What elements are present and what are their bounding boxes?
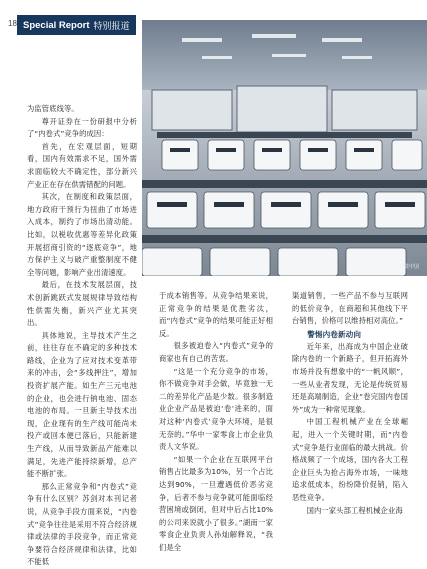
section-title-cn: 特别报道 [93,20,130,31]
paragraph: 尊开证券在一份研报中分析了“内卷式”竞争的成因： [27,116,137,139]
section-title-en: Special Report [23,19,90,31]
paragraph: 首先，在宏观层面，短期看，国内有效需求不足，国外需求面临较大不确定性，部分新兴产业正在存在供需错配的问题。 [27,141,137,189]
factory-photo [142,20,427,276]
article-column-1 [27,103,137,569]
factory-illustration [142,20,427,276]
paragraph: 于成本销售等。从竞争结果来说，正常竞争的结果是优胜劣汰，而“内卷式”竞争的结果可能正好相反。 [159,291,273,338]
article-column-3 [292,290,408,517]
paragraph: 其次，在制度和政策层面，地方政府干预行为扭曲了市场进入成本，制约了市场出清动能。比如，以税收优惠等差异化政策开展招商引资的“逐底竞争”，地方保护主义与破产重整制度不健全等问题，影响产业出清速度。 [27,192,137,277]
article-column-2 [159,290,273,554]
paragraph: 为监管底线等。 [27,104,79,113]
paragraph: 那么正常竞争和“内卷式”竞争有什么区别？苏剑对本刊记者说，从竞争手段方面来说，“内卷式”竞争往往是采用不符合经济规律或法律的手段竞争，而正常竞争要符合经济规律和法律，比如不能低 [27,481,137,567]
paragraph: 近年来，出海成为中国企业破除内卷的一个新路子，但开拓海外市场并没有想象中的“一帆风顺”，一些从业者发现，无论是传统贸易还是高端制造，企业“卷完国内卷国外”成为一种常见现象。 [292,341,408,414]
paragraph: “这是一个充分竞争的市场，你不做竞争对手会做，毕竟独一无二的差异化产品是少数。很多制造业企业产品是被迫‘卷’进来的，面对这种‘内卷式’竞争大环境，是很无奈的。”华中一家零食上市企业负责人文华说。 [159,366,273,452]
photo-credit: 视觉中国 [398,264,419,270]
paragraph: 中国工程机械产业在全球崛起，进入一个关键时期，而“内卷式”竞争是行业面临的最大挑战。价格战频了一个成场，国内各大工程企业巨头为抢占海外市场，一味地追求低成本，纷纷降价促销，陷入恶性竞争。 [292,417,408,502]
section-tag [17,15,136,35]
paragraph: 最后，在技术发展层面，技术创新跳跃式发展规律导致结构性供需失衡，新兴产业尤其突出。 [27,280,137,328]
paragraph: 具体地说，主导技术产生之前，往往存在不确定的多种技术路线，企业为了应对技术变革带来的冲击，会“多线押注”，增加投资扩展产能。如生产三元电池的企业，也会进行钠电池、固态电池的布局。一旦新主导技术出现，企业现有的生产线可能尚未投产或回本便已落后，只能新建生产线，从而导致新品产能难以满足，先进产能持续新增，总产能不断扩张。 [27,330,137,479]
paragraph: 渠道销售，一些产品不参与互联网的低价竞争，在商超和其他线下平台销售，价格可以维持相对高位。” [292,291,408,326]
page-number: 18 [8,19,17,28]
paragraph: “如果一个企业在互联网平台销售占比最多为10%，另一个占比达到90%，一旦遭遇低价恶劣竞争，后者不参与竞争就可能面临经营困境或倒闭，但对中后占比10%的公司来说就小了很多。”湖南一家零食企业负责人孙灿解释说，“我们是全 [159,454,273,552]
section-subheading: 警惕内卷新动向 [307,329,362,339]
paragraph: 很多被迫卷入“内卷式”竞争的商家也有自己的苦衷。 [159,341,273,363]
paragraph: 国内一家头部工程机械企业海 [306,505,403,515]
